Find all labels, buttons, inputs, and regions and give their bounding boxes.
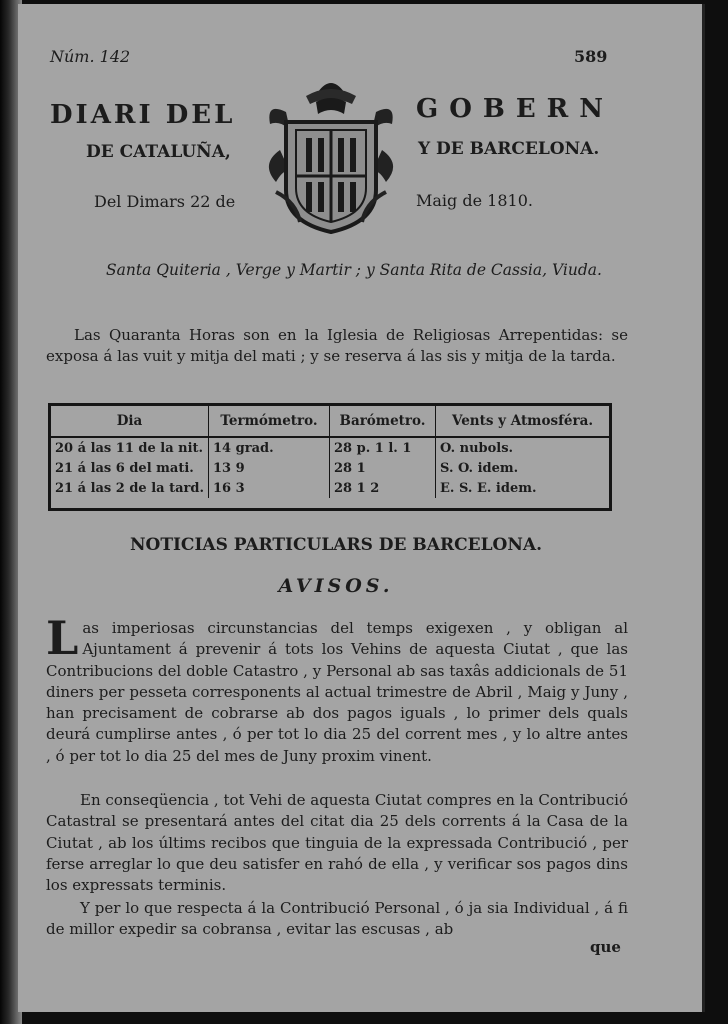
title-right: GOBERN xyxy=(416,94,615,124)
table-row xyxy=(51,437,609,458)
cell-winds: S. O. idem. xyxy=(440,460,519,476)
header-day: Dia xyxy=(51,406,209,437)
cell-barometer: 28 p. 1 l. 1 xyxy=(330,437,436,458)
date-right: Maig de 1810. xyxy=(416,191,533,210)
coat-of-arms-emblem xyxy=(256,72,406,240)
cell-day: 21 á las 6 del mati. xyxy=(51,458,209,478)
catchword: que xyxy=(590,938,621,956)
header-winds: Vents y Atmosféra. xyxy=(436,406,609,437)
cell-winds: O. nubols. xyxy=(440,440,514,456)
title-left: DIARI DEL xyxy=(50,100,236,130)
issue-number: Núm. 142 xyxy=(50,47,131,66)
forty-hours-notice: Las Quaranta Horas son en la Iglesia de Religiosas Arrepentidas: se exposa á las vuit y mitja del mati ; y se reserva á las sis y mitja de la tarda. xyxy=(46,326,628,366)
paragraph-1-text: as imperiosas circunstancias del temps exigexen , y obligan al Ajuntament á prevenir á tots los Vehins de aquesta Ciutat , que las Contribucions del doble Catastro , y Personal ab sas taxâs addicionals de 51 diners per pesseta corresponents al actual trimestre de Abril , Maig y Juny , han precisament de cobrarse ab dos pagos iguals , lo primer dels quals deurá cumplirse antes , ó per tot lo dia 25 del corrent mes , y lo altre antes , ó per tot lo dia 25 del mes de Juny proxim vinent. xyxy=(46,619,628,765)
cell-thermometer: 13 9 xyxy=(209,458,330,478)
saints-of-the-day: Santa Quiteria , Verge y Martir ; y Santa Rita de Cassia, Viuda. xyxy=(106,261,602,279)
date-left: Del Dimars 22 de xyxy=(94,192,236,211)
drop-cap: L xyxy=(46,611,79,665)
table-row xyxy=(51,478,609,498)
header-barometer: Barómetro. xyxy=(330,406,436,437)
cell-day: 21 á las 2 de la tard. xyxy=(51,478,209,498)
paragraph-contributions xyxy=(46,611,628,767)
paragraph-personal: Y per lo que respecta á la Contribució Personal , ó ja sia Individual , á fi de millor expedir sa cobransa , evitar las escusas , ab xyxy=(46,899,628,939)
cell-day: 20 á las 11 de la nit. xyxy=(51,437,209,458)
cell-thermometer: 14 grad. xyxy=(209,437,330,458)
subtitle-left: DE CATALUÑA, xyxy=(86,142,231,162)
cell-barometer: 28 1 xyxy=(330,458,436,478)
cell-thermometer: 16 3 xyxy=(209,478,330,498)
weather-header-row xyxy=(51,406,609,437)
table-row xyxy=(51,458,609,478)
cell-barometer: 28 1 2 xyxy=(330,478,436,498)
avisos-heading: AVISOS. xyxy=(278,575,394,597)
cell-winds: E. S. E. idem. xyxy=(440,480,537,496)
section-heading: NOTICIAS PARTICULARS DE BARCELONA. xyxy=(129,535,542,555)
header-thermometer: Termómetro. xyxy=(209,406,330,437)
subtitle-right: Y DE BARCELONA. xyxy=(418,139,600,159)
weather-table xyxy=(48,403,612,511)
newspaper-page xyxy=(18,4,705,1012)
paragraph-consequence: En conseqüencia , tot Vehi de aquesta Ciutat compres en la Contribució Catastral se presentará antes del citat dia 25 dels corrents á la Casa de la Ciutat , ab los últims recibos que tinguia de la expressada Contribució , per ferse arreglar lo que deu satisfer en rahó de ella , y verificar sos pagos dins los expressats terminis. xyxy=(46,791,628,895)
page-number: 589 xyxy=(574,47,608,66)
